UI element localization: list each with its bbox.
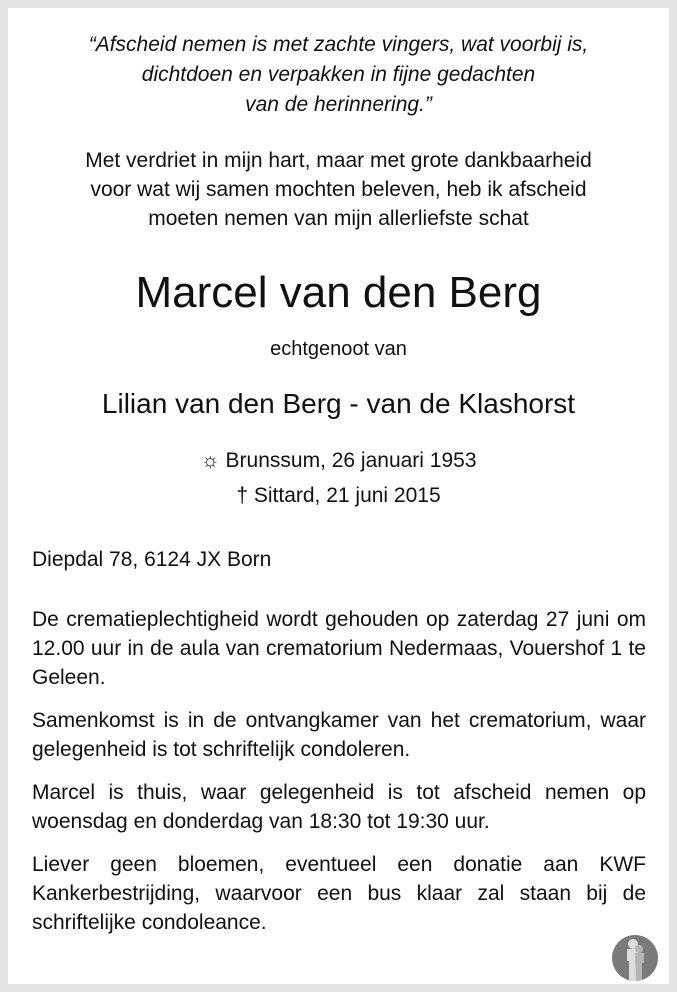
spouse-name: Lilian van den Berg - van de Klashorst xyxy=(101,388,576,419)
quote xyxy=(8,30,669,120)
quote-line: “Afscheid nemen is met zachte vingers, wat voorbij is, xyxy=(88,33,589,56)
quote-line: van de herinnering.” xyxy=(245,93,432,116)
paragraph-donation: Liever geen bloemen, eventueel een donatie aan KWF Kankerbestrijding, waarvoor een bus klaar zal staan bij de schriftelijke condoleance. xyxy=(32,853,646,934)
intro-text xyxy=(8,146,669,233)
intro-line: Met verdriet in mijn hart, maar met grote dankbaarheid xyxy=(85,149,592,172)
embrace-logo-icon xyxy=(612,935,658,981)
deceased-name: Marcel van den Berg xyxy=(135,268,542,317)
quote-line: dichtdoen en verpakken in fijne gedachten xyxy=(141,63,536,86)
spouse-label: echtgenoot van xyxy=(270,338,407,360)
birth-date: ☼ Brunssum, 26 januari 1953 xyxy=(200,449,477,472)
intro-line: voor wat wij samen mochten beleven, heb ik afscheid xyxy=(90,178,587,201)
dates xyxy=(8,443,669,513)
death-date: † Sittard, 21 juni 2015 xyxy=(236,484,441,507)
intro-line: moeten nemen van mijn allerliefste schat xyxy=(148,207,529,230)
death-notice xyxy=(8,8,669,984)
address: Diepdal 78, 6124 JX Born xyxy=(32,548,272,571)
paragraph-visitation: Marcel is thuis, waar gelegenheid is tot afscheid nemen op woensdag en donderdag van 18:30 tot 19:30 uur. xyxy=(32,781,646,833)
paragraph-ceremony: De crematieplechtigheid wordt gehouden op zaterdag 27 juni om 12.00 uur in de aula van crematorium Nedermaas, Vouershof 1 te Geleen. xyxy=(32,608,646,689)
details xyxy=(32,605,646,951)
paragraph-gathering: Samenkomst is in de ontvangkamer van het crematorium, waar gelegenheid is tot schriftelijk condoleren. xyxy=(32,709,646,761)
